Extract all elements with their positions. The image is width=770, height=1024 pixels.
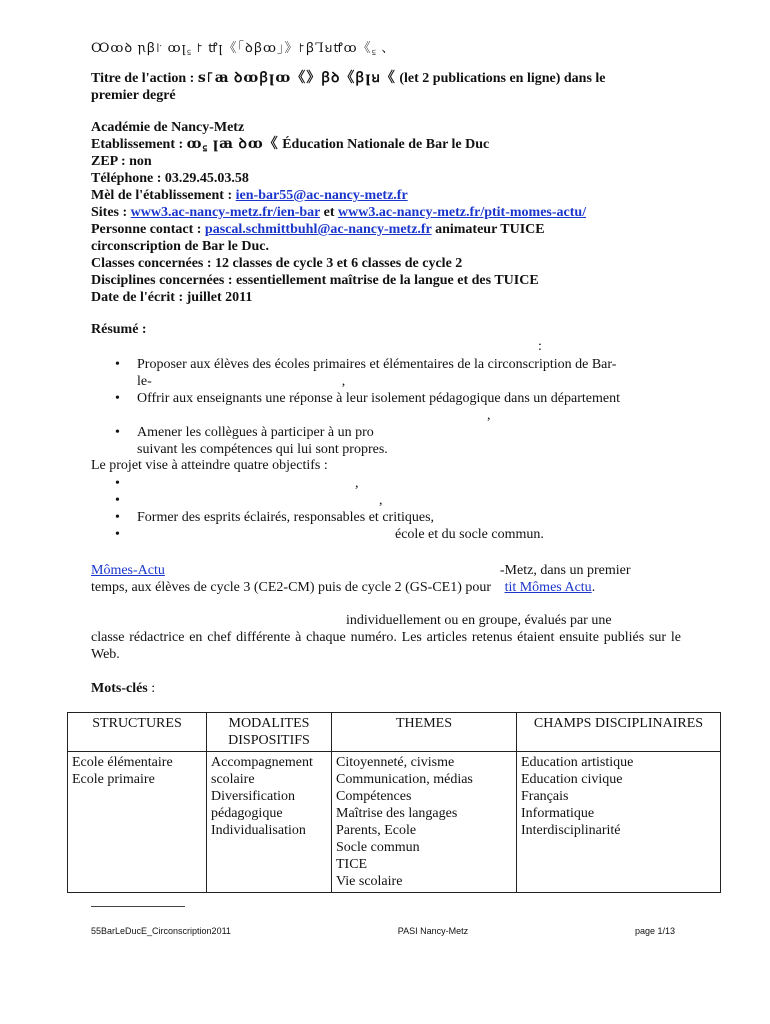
resume-colon: : bbox=[538, 339, 542, 354]
bullet-icon: • bbox=[115, 425, 120, 440]
footnote-divider bbox=[91, 906, 185, 907]
title-garbled: ꜱ꜒ꜳ ꝺꝏꞵꞁꝏ《》ꞵꝺ《ꞵꞁꞟ《 bbox=[197, 71, 396, 86]
etablissement: Etablissement : ꝏ꜁ ꞁꜳ ꝺꝏ《 Éducation Nationale de Bar le Duc bbox=[91, 137, 490, 152]
bullet-icon: • bbox=[115, 391, 120, 406]
cell-structures: Ecole élémentaire Ecole primaire bbox=[68, 752, 207, 893]
mel-link[interactable]: ien-bar55@ac-nancy-metz.fr bbox=[235, 188, 408, 203]
disciplines: Disciplines concernées : essentiellement maîtrise de la langue et des TUICE bbox=[91, 273, 539, 288]
sites-line: Sites : www3.ac-nancy-metz.fr/ien-bar et www3.ac-nancy-metz.fr/ptit-momes-actu/ bbox=[91, 205, 587, 220]
keywords-table bbox=[67, 712, 721, 893]
site-momes-link[interactable]: www3.ac-nancy-metz.fr/ptit-momes-actu/ bbox=[338, 205, 587, 220]
header-themes: THEMES bbox=[332, 713, 517, 752]
header-structures: STRUCTURES bbox=[68, 713, 207, 752]
table-header-row bbox=[68, 713, 721, 752]
objectifs-bullets bbox=[91, 475, 681, 543]
resume-bullets bbox=[91, 356, 681, 458]
contact-email-link[interactable]: pascal.schmittbuhl@ac-nancy-metz.fr bbox=[204, 222, 432, 237]
academie: Académie de Nancy-Metz bbox=[91, 120, 245, 135]
list-item: • , bbox=[115, 493, 383, 508]
title-line2: premier degré bbox=[91, 88, 176, 103]
page-footer bbox=[91, 926, 675, 936]
bullet-icon: • bbox=[115, 527, 120, 542]
table-row bbox=[68, 752, 721, 893]
resume-heading: Résumé : bbox=[91, 322, 147, 337]
title-label: Titre de l'action : bbox=[91, 71, 195, 86]
date-ecrit: Date de l'écrit : juillet 2011 bbox=[91, 290, 253, 305]
header-modalites: MODALITES DISPOSITIFS bbox=[207, 713, 332, 752]
header-champs: CHAMPS DISCIPLINAIRES bbox=[517, 713, 721, 752]
mel-line: Mèl de l'établissement : ien-bar55@ac-nancy-metz.fr bbox=[91, 188, 408, 203]
list-item: • Offrir aux enseignants une réponse à leur isolement pédagogique dans un département , bbox=[115, 391, 620, 423]
site-ien-link[interactable]: www3.ac-nancy-metz.fr/ien-bar bbox=[130, 205, 321, 220]
classes: Classes concernées : 12 classes de cycle 3 et 6 classes de cycle 2 bbox=[91, 256, 463, 271]
paragraph-articles: individuellement ou en groupe, évalués par une classe rédactrice en chef différente à chaque numéro. Les articles retenus étaient ensuite publiés sur le Web. bbox=[91, 613, 681, 662]
footer-org: PASI Nancy-Metz bbox=[397, 926, 469, 936]
action-title bbox=[91, 70, 681, 104]
list-item: • Amener les collègues à participer à un pro suivant les compétences qui lui sont propres. bbox=[115, 425, 388, 457]
info-block bbox=[91, 119, 691, 306]
keywords-label: Mots-clés : bbox=[91, 681, 156, 696]
garbled-header: Ꝏꝏꝺ ꞃꞵ꜎ ꝏꞁ꜁ ꜓ ꝷꞁ《「ꝺꞵꝏ」》꜓ꞵꞀꞟꝷꝏ《꜁ 、 bbox=[91, 40, 396, 55]
cell-themes: Citoyenneté, civisme Communication, médias Compétences Maîtrise des langages Parents, Ecole Socle commun TICE Vie scolaire bbox=[332, 752, 517, 893]
circonscription: circonscription de Bar le Duc. bbox=[91, 239, 269, 254]
contact-line: Personne contact : pascal.schmittbuhl@ac-nancy-metz.fr animateur TUICE bbox=[91, 222, 545, 237]
footer-page-number: page 1/13 bbox=[634, 926, 675, 936]
telephone: Téléphone : 03.29.45.03.58 bbox=[91, 171, 249, 186]
cell-champs: Education artistique Education civique Français Informatique Interdisciplinarité bbox=[517, 752, 721, 893]
objectifs-intro: Le projet vise à atteindre quatre objectifs : bbox=[91, 458, 328, 473]
paragraph-momes: Mômes-Actu -Metz, dans un premier temps, aux élèves de cycle 3 (CE2-CM) puis de cycle 2 (GS-CE1) pour tit Mômes Actu. bbox=[91, 563, 631, 595]
cell-modalites: Accompagnement scolaire Diversification pédagogique Individualisation bbox=[207, 752, 332, 893]
zep: ZEP : non bbox=[91, 154, 152, 169]
momes-actu-link[interactable]: Mômes-Actu bbox=[91, 563, 165, 578]
title-overlay: (let 2 publications en ligne) bbox=[399, 71, 561, 86]
list-item: • , bbox=[115, 476, 359, 491]
bullet-icon: • bbox=[115, 510, 120, 525]
bullet-icon: • bbox=[115, 493, 120, 508]
title-tail: dans le bbox=[563, 71, 606, 86]
ptit-momes-actu-link[interactable]: tit Mômes Actu bbox=[504, 580, 592, 595]
bullet-icon: • bbox=[115, 476, 120, 491]
bullet-icon: • bbox=[115, 357, 120, 372]
footer-doc-id: 55BarLeDucE_Circonscription2011 bbox=[91, 926, 231, 936]
list-item: • école et du socle commun. bbox=[115, 527, 544, 542]
list-item: • Proposer aux élèves des écoles primaires et élémentaires de la circonscription de Bar- le- , bbox=[115, 357, 617, 389]
list-item: • Former des esprits éclairés, responsables et critiques, bbox=[115, 510, 435, 525]
